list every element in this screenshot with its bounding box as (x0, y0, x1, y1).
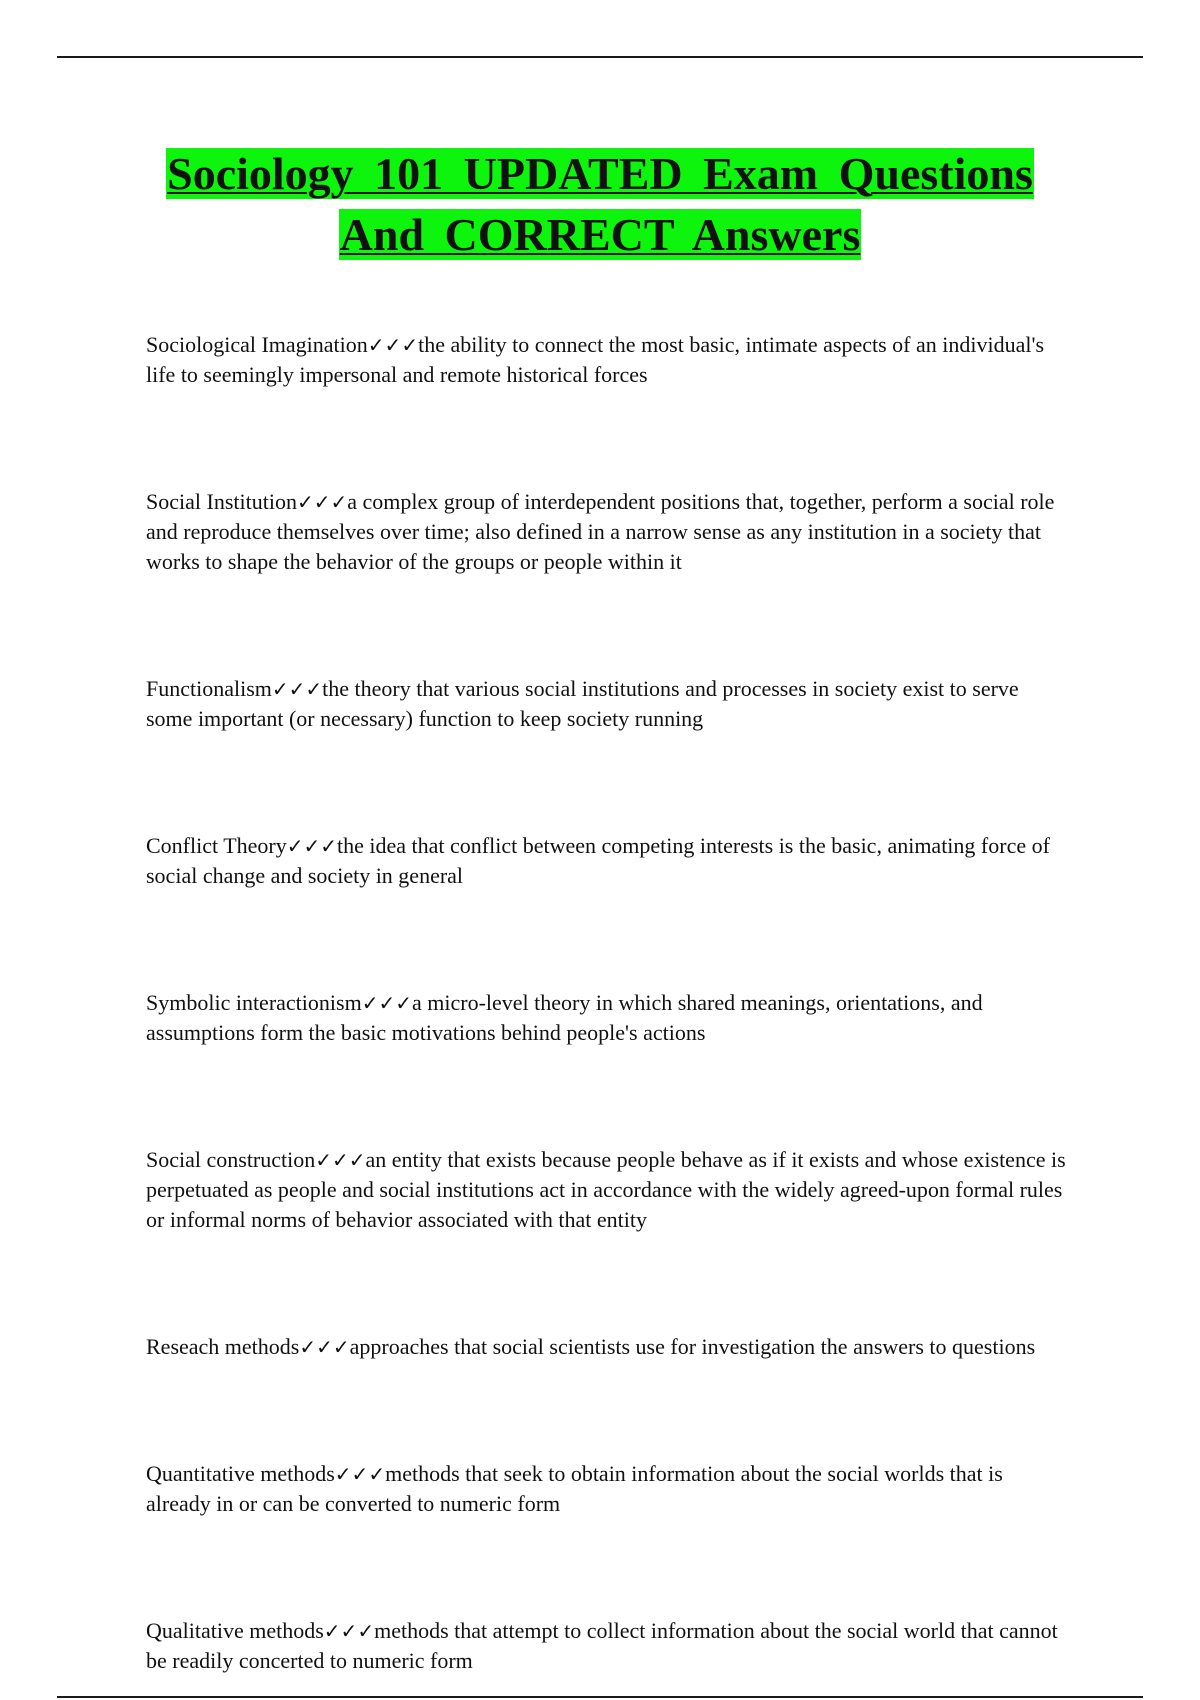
entry-definition: approaches that social scientists use for investigation the answers to questions (349, 1334, 1036, 1359)
entry-definition: the ability to connect the most basic, intimate aspects of an individual's life to seemingly impersonal and remote historical forces (146, 332, 1045, 387)
entry-definition: a micro-level theory in which shared meanings, orientations, and assumptions form the basic motivations behind people's actions (146, 990, 983, 1045)
entry-term: Reseach methods (146, 1334, 300, 1359)
document-title (100, 143, 1100, 265)
entry-term: Social Institution (146, 489, 297, 514)
entry-term: Quantitative methods (146, 1461, 335, 1486)
qa-entry (146, 487, 1066, 577)
checkmark-icon: ✓✓✓ (299, 1335, 350, 1359)
qa-entry (146, 674, 1066, 734)
entry-definition: the theory that various social institutions and processes in society exist to serve some important (or necessary) function to keep society running (146, 676, 1019, 731)
entry-definition: the idea that conflict between competing interests is the basic, animating force of social change and society in general (146, 833, 1050, 888)
checkmark-icon: ✓✓✓ (334, 1462, 386, 1486)
entry-term: Conflict Theory (146, 833, 287, 858)
checkmark-icon: ✓✓✓ (271, 677, 323, 701)
qa-entry (146, 831, 1066, 891)
entry-definition: a complex group of interdependent positions that, together, perform a social role and reproduce themselves over time; also defined in a narrow sense as any institution in a society that works to shape the behavior of the groups or people within it (146, 489, 1055, 574)
qa-entry (146, 330, 1066, 390)
header-rule (57, 56, 1143, 58)
footer-rule (57, 1696, 1143, 1698)
qa-list (146, 330, 1066, 1676)
qa-entry (146, 1459, 1066, 1519)
entry-term: Sociological Imagination (146, 332, 368, 357)
entry-term: Symbolic interactionism (146, 990, 362, 1015)
qa-entry (146, 988, 1066, 1048)
checkmark-icon: ✓✓✓ (286, 834, 338, 858)
entry-definition: methods that attempt to collect information about the social world that cannot be readily concerted to numeric form (146, 1618, 1058, 1673)
entry-term: Qualitative methods (146, 1618, 324, 1643)
entry-term: Functionalism (146, 676, 272, 701)
checkmark-icon: ✓✓✓ (296, 490, 348, 514)
qa-entry (146, 1332, 1066, 1362)
checkmark-icon: ✓✓✓ (315, 1148, 366, 1172)
qa-entry (146, 1616, 1066, 1676)
checkmark-icon: ✓✓✓ (323, 1619, 375, 1643)
entry-definition: an entity that exists because people behave as if it exists and whose existence is perpetuated as people and social institutions act in accordance with the widely agreed-upon formal rules or informal norms of behavior associated with that entity (146, 1147, 1066, 1232)
entry-definition: methods that seek to obtain information about the social worlds that is already in or can be converted to numeric form (146, 1461, 1003, 1516)
qa-entry (146, 1145, 1066, 1235)
entry-term: Social construction (146, 1147, 316, 1172)
title-line-2: And CORRECT Answers (339, 209, 861, 260)
checkmark-icon: ✓✓✓ (367, 333, 419, 357)
title-line-1: Sociology 101 UPDATED Exam Questions (167, 148, 1033, 199)
checkmark-icon: ✓✓✓ (361, 991, 412, 1015)
